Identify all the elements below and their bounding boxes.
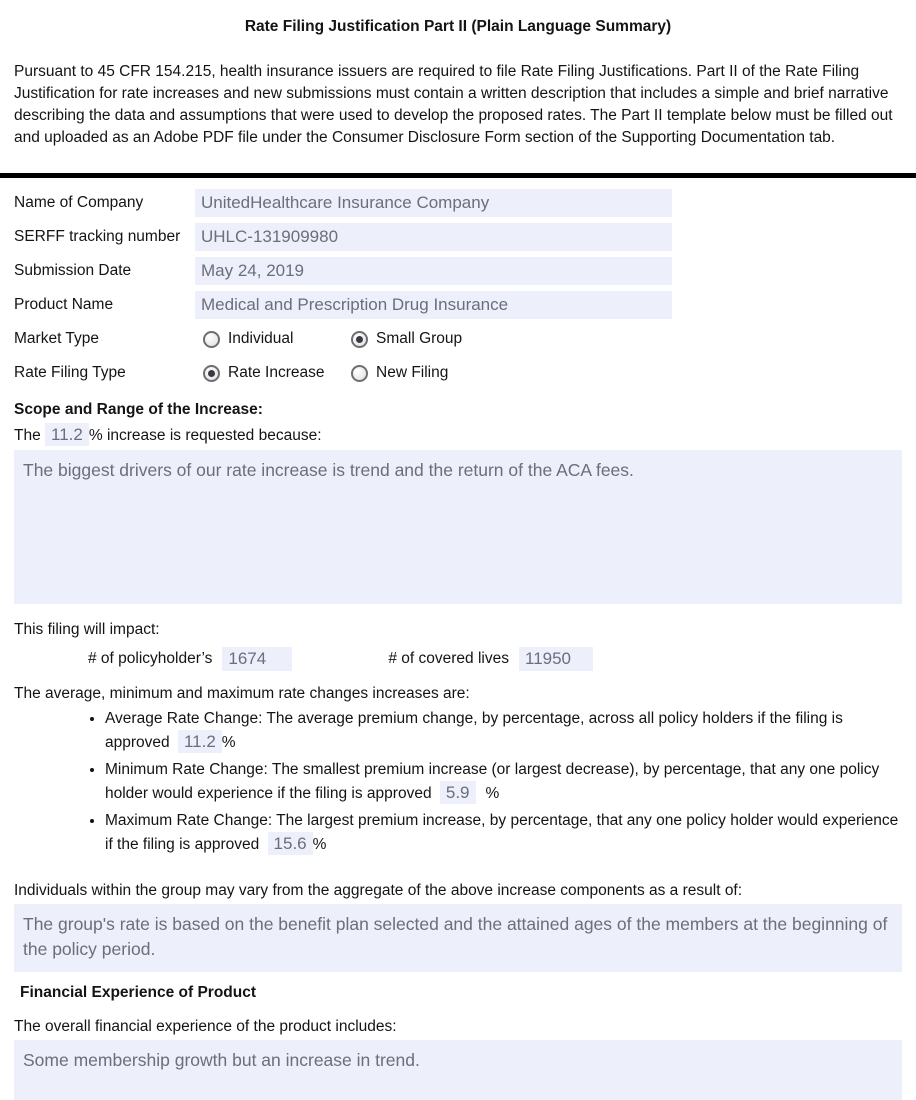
- radio-option-rate-increase[interactable]: [203, 364, 351, 382]
- serff-number-label: SERFF tracking number: [14, 228, 181, 245]
- rate-filing-type-label: Rate Filing Type: [14, 364, 126, 381]
- scope-sentence-suffix: % increase is requested because:: [88, 427, 322, 444]
- policyholders-field[interactable]: 1674: [222, 647, 292, 671]
- serff-number-field[interactable]: UHLC-131909980: [195, 223, 672, 251]
- company-name-label: Name of Company: [14, 194, 144, 211]
- radio-new-filing-label: New Filing: [376, 364, 449, 381]
- rate-filing-type-group: [195, 364, 672, 382]
- maximum-rate-field[interactable]: 15.6: [268, 832, 313, 855]
- average-rate-text: Average Rate Change: The average premium change, by percentage, across all policy holders if the filing is approved: [105, 710, 843, 751]
- rates-heading: The average, minimum and maximum rate changes increases are:: [14, 685, 470, 702]
- covered-lives-field[interactable]: 11950: [519, 647, 593, 671]
- maximum-rate-text: Maximum Rate Change: The largest premium increase, by percentage, that any one policy holder would experience if the filing is approved: [105, 812, 899, 853]
- radio-small-group-icon[interactable]: [351, 331, 368, 348]
- rate-change-list: [14, 708, 902, 856]
- section-divider: [0, 173, 916, 178]
- product-name-label: Product Name: [14, 296, 114, 313]
- average-rate-percent-sign: %: [221, 734, 236, 751]
- market-type-label: Market Type: [14, 330, 100, 347]
- product-name-field[interactable]: Medical and Prescription Drug Insurance: [195, 291, 672, 319]
- submission-date-label: Submission Date: [14, 262, 132, 279]
- radio-new-filing-icon[interactable]: [351, 365, 368, 382]
- maximum-rate-bullet: [105, 810, 902, 856]
- policyholders-label: # of policyholder’s: [88, 650, 213, 667]
- average-rate-field[interactable]: 11.2: [178, 730, 222, 753]
- variation-heading: Individuals within the group may vary from the aggregate of the above increase components as a result of:: [14, 882, 743, 899]
- intro-paragraph: Pursuant to 45 CFR 154.215, health insurance issuers are required to file Rate Filing Justifications. Part II of the Rate Filing Justification for rate increases and new submissions must contain a written description that includes a simple and brief narrative describing the data and assumptions that were used to develop the proposed rates. The Part II template below must be filled out and uploaded as an Adobe PDF file under the Consumer Disclosure Form section of the Supporting Documentation tab.: [14, 63, 893, 146]
- radio-rate-increase-label: Rate Increase: [228, 364, 325, 381]
- page-title: Rate Filing Justification Part II (Plain Language Summary): [244, 18, 672, 35]
- increase-percent-field[interactable]: 11.2: [45, 423, 89, 446]
- radio-individual-label: Individual: [228, 330, 294, 347]
- minimum-rate-bullet: [105, 759, 902, 805]
- filing-form: [14, 189, 902, 387]
- minimum-rate-percent-sign: %: [485, 785, 500, 802]
- submission-date-field[interactable]: May 24, 2019: [195, 257, 672, 285]
- radio-option-small-group[interactable]: [351, 330, 462, 348]
- scope-sentence: [14, 423, 902, 447]
- minimum-rate-field[interactable]: 5.9: [440, 781, 476, 804]
- average-rate-bullet: [105, 708, 902, 754]
- financial-heading: Financial Experience of Product: [20, 984, 257, 1001]
- company-name-field[interactable]: UnitedHealthcare Insurance Company: [195, 189, 672, 217]
- minimum-rate-text: Minimum Rate Change: The smallest premium increase (or largest decrease), by percentage, that any one policy holder would experience if the filing is approved: [105, 761, 880, 802]
- increase-reason-textarea[interactable]: The biggest drivers of our rate increase is trend and the return of the ACA fees.: [14, 450, 902, 604]
- market-type-group: [195, 330, 672, 348]
- radio-individual-icon[interactable]: [203, 331, 220, 348]
- covered-lives-label: # of covered lives: [388, 650, 509, 667]
- financial-prompt: The overall financial experience of the product includes:: [14, 1018, 397, 1035]
- scope-sentence-prefix: The: [14, 427, 41, 444]
- radio-rate-increase-icon[interactable]: [203, 365, 220, 382]
- variation-textarea[interactable]: The group's rate is based on the benefit plan selected and the attained ages of the members at the beginning of the policy period.: [14, 904, 902, 972]
- maximum-rate-percent-sign: %: [312, 836, 327, 853]
- radio-option-individual[interactable]: [203, 330, 351, 348]
- scope-heading: Scope and Range of the Increase:: [14, 401, 263, 418]
- financial-textarea[interactable]: Some membership growth but an increase in trend.: [14, 1040, 902, 1100]
- impact-heading: This filing will impact:: [14, 621, 160, 638]
- radio-small-group-label: Small Group: [376, 330, 463, 347]
- impact-line: [14, 647, 902, 671]
- radio-option-new-filing[interactable]: [351, 364, 448, 382]
